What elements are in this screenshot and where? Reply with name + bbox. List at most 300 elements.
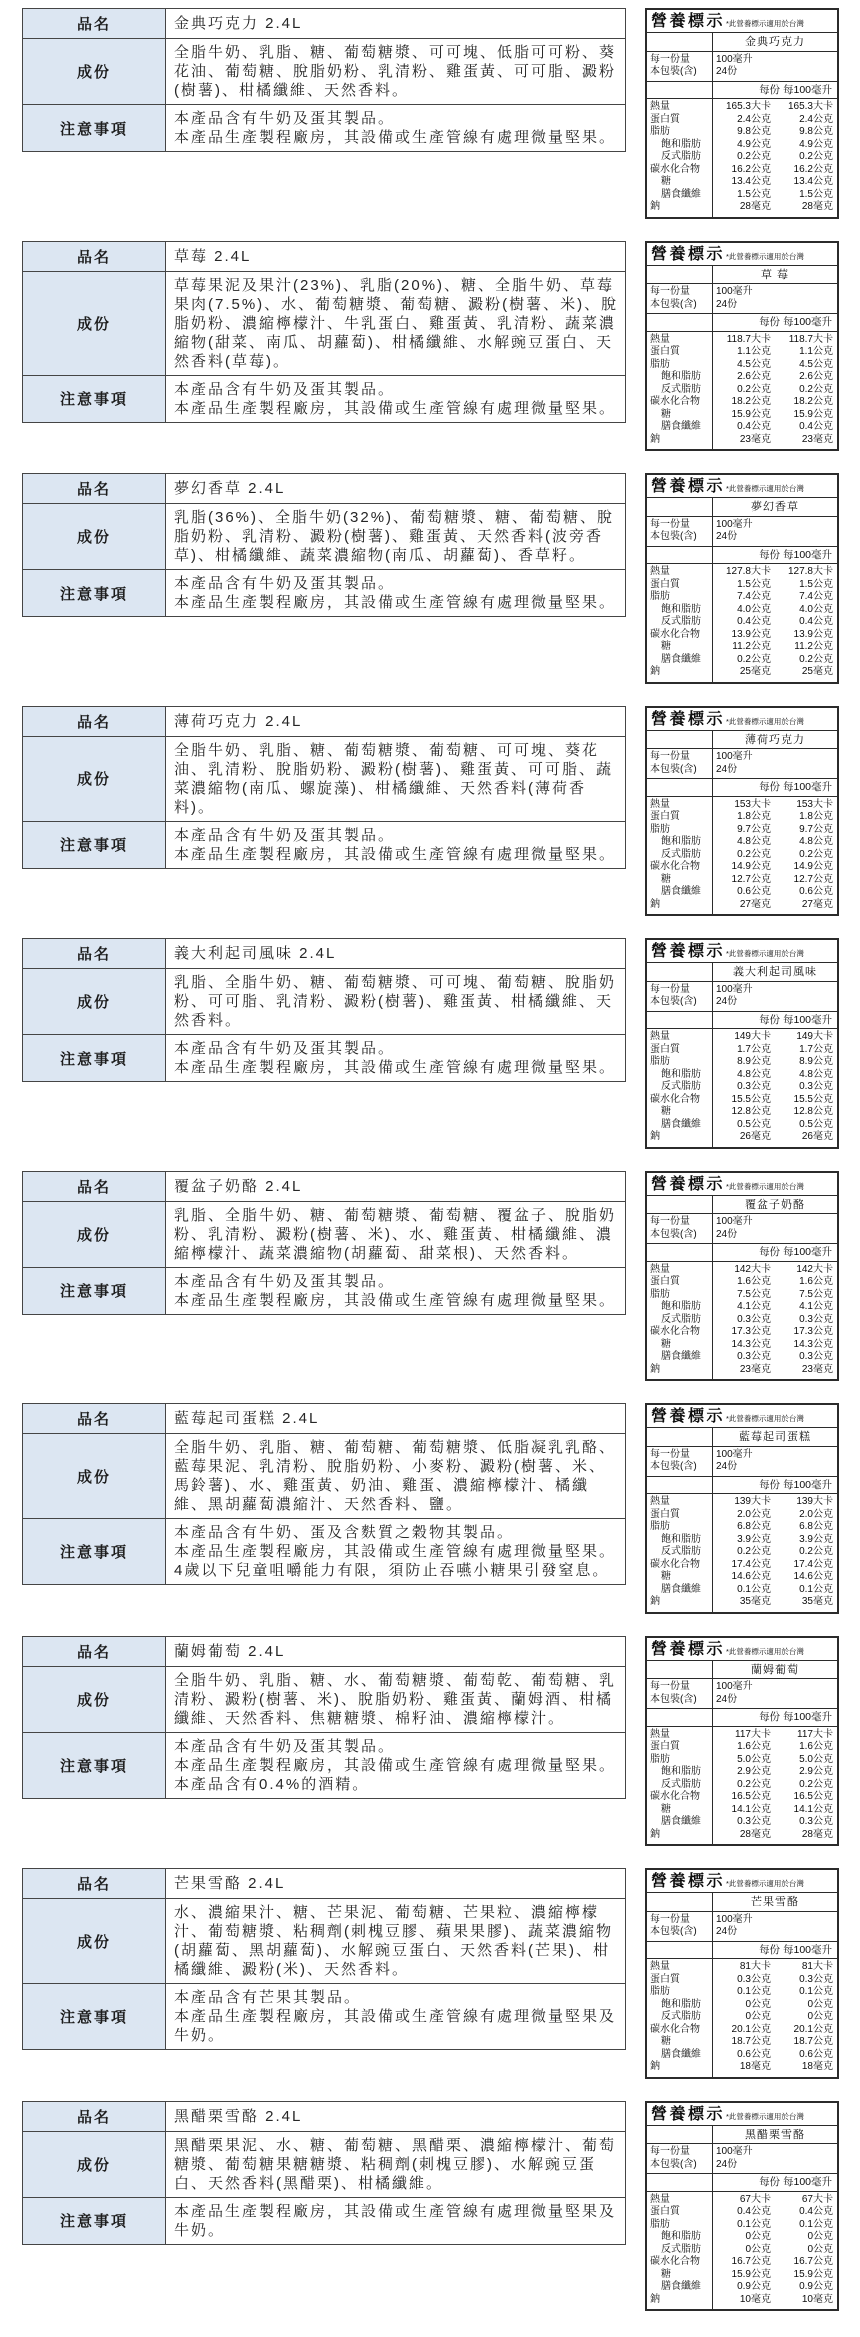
serving-size-value: 100毫升 xyxy=(716,1913,753,1925)
nutrient-name: 蛋白質 xyxy=(650,1973,680,1985)
per-100ml-column xyxy=(775,99,837,217)
nutrient-value: 4.9公克 xyxy=(799,138,833,150)
nutrient-value: 0.3公克 xyxy=(737,1351,771,1362)
nutrient-value: 7.4公克 xyxy=(737,591,771,602)
nutrient-value: 0.2公克 xyxy=(737,848,771,860)
columns-header: 每份 每100毫升 xyxy=(759,2176,832,2188)
nutrition-facts-label xyxy=(645,241,839,452)
nutrition-serving-row xyxy=(647,51,837,81)
nutrient-value: 2.0公克 xyxy=(737,1508,771,1520)
product-name-value: 義大利起司風味 2.4L xyxy=(166,939,626,969)
nutrition-product-row xyxy=(647,1660,837,1679)
nutrition-product-row xyxy=(647,730,837,749)
nutrient-name: 脂肪 xyxy=(650,358,670,370)
nutrient-value: 17.4公克 xyxy=(731,1558,771,1570)
nutrient-name: 飽和脂肪 xyxy=(661,2231,701,2242)
nutrition-title-row xyxy=(647,1870,837,1892)
product-name-row xyxy=(23,1404,626,1434)
product-name-label: 品名 xyxy=(23,1869,166,1899)
nutrient-name: 鈉 xyxy=(650,1828,660,1840)
nutrient-value: 1.1公克 xyxy=(799,346,833,357)
nutrient-value: 17.4公克 xyxy=(793,1558,833,1570)
ingredients-label: 成份 xyxy=(23,1666,166,1732)
ingredients-value: 水、濃縮果汁、糖、芒果泥、葡萄糖、芒果粒、濃縮檸檬汁、葡萄糖漿、粘稠劑(刺槐豆膠、蘋果果膠)、蔬菜濃縮物(胡蘿蔔、黑胡蘿蔔)、水解豌豆蛋白、天然香料(芒果)、柑橘纖維、澱粉(米)、天然香料。 xyxy=(166,1899,626,1984)
notes-value xyxy=(166,2197,626,2244)
nutrition-serving-row xyxy=(647,1911,837,1941)
nutrient-values-block xyxy=(647,796,837,915)
nutrient-value: 18毫克 xyxy=(739,2061,771,2072)
ingredients-label: 成份 xyxy=(23,271,166,375)
notes-row xyxy=(23,375,626,422)
serving-size-value: 100毫升 xyxy=(716,53,753,65)
ingredients-value: 乳脂(36%)、全脂牛奶(32%)、葡萄糖漿、糖、葡萄糖、脫脂奶粉、乳清粉、澱粉(樹薯)、雞蛋黃、天然香料(波旁香草)、柑橘纖維、蔬菜濃縮物(南瓜、胡蘿蔔)、香草籽。 xyxy=(166,504,626,570)
nutrition-product-row xyxy=(647,497,837,516)
nutrition-product-name: 薄荷巧克力 xyxy=(745,733,805,746)
package-count-label: 本包裝(含) xyxy=(650,2158,697,2170)
nutrient-value: 7.5公克 xyxy=(799,1288,833,1300)
product-name-row xyxy=(23,241,626,271)
nutrient-name: 反式脂肪 xyxy=(661,2011,701,2022)
serving-size-label: 每一份量 xyxy=(650,1681,690,1692)
nutrition-region-note: *此營養標示適用於台灣 xyxy=(726,949,804,958)
nutrient-name: 蛋白質 xyxy=(650,1741,680,1752)
nutrient-value: 2.4公克 xyxy=(799,113,833,125)
note-line: 本產品含有牛奶及蛋其製品。 xyxy=(174,1040,396,1057)
nutrition-facts-label xyxy=(645,1868,839,2079)
nutrient-value: 165.3大卡 xyxy=(725,101,771,112)
nutrient-value: 9.8公克 xyxy=(799,126,833,137)
nutrient-value: 16.7公克 xyxy=(793,2256,833,2267)
columns-header: 每份 每100毫升 xyxy=(759,781,832,793)
nutrient-name: 蛋白質 xyxy=(650,811,680,822)
nutrition-facts-label xyxy=(645,1403,839,1614)
nutrition-product-name: 金典巧克力 xyxy=(745,36,805,48)
nutrient-value: 1.8公克 xyxy=(737,811,771,822)
serving-size-label: 每一份量 xyxy=(650,53,690,65)
nutrition-facts-label xyxy=(645,706,839,917)
nutrient-value: 1.1公克 xyxy=(737,346,771,357)
ingredients-label: 成份 xyxy=(23,504,166,570)
nutrient-names-column xyxy=(647,1029,713,1147)
nutrient-value: 4.8公克 xyxy=(799,1068,833,1080)
ingredients-row xyxy=(23,736,626,821)
product-info-table xyxy=(22,1868,626,2050)
nutrient-value: 0.4公克 xyxy=(737,2206,771,2217)
nutrition-columns-header-row xyxy=(647,1476,837,1494)
nutrition-product-row-spacer xyxy=(647,1196,713,1214)
notes-label: 注意事項 xyxy=(23,105,166,152)
nutrient-value: 4.0公克 xyxy=(737,603,771,615)
serving-size-label: 每一份量 xyxy=(650,2146,690,2157)
nutrient-value: 0.2公克 xyxy=(799,1778,833,1790)
nutrient-value: 81大卡 xyxy=(801,1961,833,1972)
nutrient-value: 0.2公克 xyxy=(799,383,833,395)
nutrient-name: 糖 xyxy=(661,2036,671,2047)
note-line: 4歲以下兒童咀嚼能力有限，須防止吞嚥小糖果引發窒息。 xyxy=(174,1562,610,1579)
nutrient-value: 67大卡 xyxy=(801,2193,833,2205)
package-count-value: 24份 xyxy=(716,996,738,1007)
nutrition-serving-row xyxy=(647,748,837,778)
nutrient-value: 15.9公克 xyxy=(731,408,771,420)
package-count-value: 24份 xyxy=(716,1228,738,1240)
nutrient-name: 反式脂肪 xyxy=(661,383,701,395)
product-name-row xyxy=(23,1636,626,1666)
columns-header-spacer xyxy=(647,1477,713,1494)
nutrient-name: 反式脂肪 xyxy=(661,2243,701,2255)
nutrient-value: 8.9公克 xyxy=(737,1056,771,1067)
nutrition-title-row xyxy=(647,243,837,265)
serving-values-cell xyxy=(713,749,837,778)
product-name-value: 芒果雪酪 2.4L xyxy=(166,1869,626,1899)
nutrient-name: 碳水化合物 xyxy=(650,1791,700,1802)
nutrient-value: 27毫克 xyxy=(739,898,771,910)
product-info-table xyxy=(22,1403,626,1585)
nutrient-value: 15.9公克 xyxy=(731,2268,771,2280)
serving-values-cell xyxy=(713,1214,837,1243)
nutrient-name: 糖 xyxy=(661,1571,671,1582)
serving-size-label: 每一份量 xyxy=(650,286,690,297)
per-serving-column xyxy=(713,797,775,915)
nutrient-value: 10毫克 xyxy=(739,2293,771,2305)
nutrient-value: 1.6公克 xyxy=(799,1741,833,1752)
serving-labels-cell xyxy=(647,1679,713,1708)
columns-header: 每份 每100毫升 xyxy=(759,548,832,561)
note-line: 本產品含有牛奶、蛋及含麩質之穀物其製品。 xyxy=(174,1524,515,1541)
nutrition-columns-header-row xyxy=(647,546,837,564)
note-line: 本產品生產製程廠房，其設備或生產管線有處理微量堅果及牛奶。 xyxy=(174,2202,617,2239)
nutrient-name: 糖 xyxy=(661,176,671,187)
nutrient-name: 熱量 xyxy=(650,1263,670,1275)
nutrition-columns-header-row xyxy=(647,2173,837,2191)
serving-size-value: 100毫升 xyxy=(716,1681,753,1692)
per-100ml-column xyxy=(775,1727,837,1845)
note-line: 本產品含有芒果其製品。 xyxy=(174,1989,362,2006)
nutrient-name: 脂肪 xyxy=(650,2218,670,2230)
nutrient-name: 脂肪 xyxy=(650,1288,670,1300)
notes-value xyxy=(166,821,626,868)
nutrient-name: 飽和脂肪 xyxy=(661,1533,701,1545)
nutrient-name: 飽和脂肪 xyxy=(661,1068,701,1080)
nutrient-name: 脂肪 xyxy=(650,1056,670,1067)
note-line: 本產品生產製程廠房，其設備或生產管線有處理微量堅果。 xyxy=(174,845,617,863)
nutrient-value: 0.9公克 xyxy=(737,2281,771,2292)
serving-labels-cell xyxy=(647,1447,713,1476)
note-line: 本產品生產製程廠房，其設備或生產管線有處理微量堅果。 xyxy=(174,1756,617,1774)
nutrient-value: 4.9公克 xyxy=(737,138,771,150)
nutrient-value: 0.1公克 xyxy=(737,1583,771,1595)
nutrient-value: 0.6公克 xyxy=(799,2048,833,2060)
per-100ml-column xyxy=(775,1494,837,1612)
nutrition-title: 營養標示 xyxy=(651,1408,726,1425)
per-serving-column xyxy=(713,2192,775,2310)
nutrition-title-row xyxy=(647,475,837,497)
nutrition-title: 營養標示 xyxy=(651,710,726,728)
columns-header-spacer xyxy=(647,1244,713,1261)
nutrient-name: 熱量 xyxy=(650,1961,670,1972)
nutrient-value: 1.8公克 xyxy=(799,811,833,822)
nutrient-value: 8.9公克 xyxy=(799,1056,833,1067)
nutrient-value: 0.3公克 xyxy=(799,1313,833,1325)
nutrient-name: 鈉 xyxy=(650,898,660,910)
nutrition-region-note: *此營養標示適用於台灣 xyxy=(726,251,804,261)
serving-size-value: 100毫升 xyxy=(716,518,753,530)
notes-label: 注意事項 xyxy=(23,570,166,617)
nutrition-facts-label xyxy=(645,473,839,684)
package-count-value: 24份 xyxy=(716,66,738,77)
nutrition-product-name: 藍莓起司蛋糕 xyxy=(739,1431,811,1443)
note-line: 本產品含有0.4%的酒精。 xyxy=(174,1775,370,1793)
nutrient-value: 0.3公克 xyxy=(799,1973,833,1985)
serving-size-value: 100毫升 xyxy=(716,1216,753,1227)
per-serving-column xyxy=(713,332,775,450)
nutrient-value: 16.7公克 xyxy=(731,2256,771,2267)
per-100ml-column xyxy=(775,1959,837,2077)
nutrient-value: 0.1公克 xyxy=(799,2218,833,2230)
nutrient-name: 糖 xyxy=(661,1338,671,1350)
nutrient-value: 4.1公克 xyxy=(799,1301,833,1312)
nutrient-value: 4.5公克 xyxy=(737,358,771,370)
nutrient-value: 23毫克 xyxy=(801,1363,833,1375)
package-count-label: 本包裝(含) xyxy=(650,1228,697,1240)
nutrient-value: 26毫克 xyxy=(739,1131,771,1142)
nutrition-product-name: 蘭姆葡萄 xyxy=(751,1663,799,1676)
package-count-value: 24份 xyxy=(716,1693,738,1705)
nutrient-value: 11.2公克 xyxy=(732,641,771,652)
nutrient-value: 25毫克 xyxy=(801,666,833,677)
nutrient-value: 15.5公克 xyxy=(731,1093,771,1105)
nutrient-value: 10毫克 xyxy=(801,2293,833,2305)
nutrient-values-block xyxy=(647,1958,837,2077)
notes-value xyxy=(166,375,626,422)
serving-values-cell xyxy=(713,1447,837,1476)
nutrient-names-column xyxy=(647,332,713,450)
ingredients-value: 黑醋栗果泥、水、糖、葡萄糖、黑醋栗、濃縮檸檬汁、葡萄糖漿、葡萄糖果糖糖漿、粘稠劑(刺槐豆膠)、水解豌豆蛋白、天然香料(黑醋栗)、柑橘纖維。 xyxy=(166,2131,626,2197)
product-info-table xyxy=(22,938,626,1082)
nutrition-title-row xyxy=(647,2103,837,2125)
notes-row xyxy=(23,2197,626,2244)
nutrient-names-column xyxy=(647,2192,713,2310)
note-line: 本產品含有牛奶及蛋其製品。 xyxy=(174,380,396,398)
product-section xyxy=(22,1868,860,2079)
nutrient-value: 0.3公克 xyxy=(799,1351,833,1362)
nutrient-value: 15.5公克 xyxy=(793,1093,833,1105)
columns-header: 每份 每100毫升 xyxy=(759,1013,832,1026)
nutrient-name: 膳食纖維 xyxy=(661,886,701,897)
notes-row xyxy=(23,570,626,617)
nutrient-value: 5.0公克 xyxy=(737,1753,771,1765)
product-name-row xyxy=(23,939,626,969)
nutrition-title-row xyxy=(647,1173,837,1195)
nutrient-value: 0.3公克 xyxy=(737,1313,771,1325)
nutrition-product-name: 草 莓 xyxy=(760,268,790,281)
notes-label: 注意事項 xyxy=(23,1732,166,1798)
nutrient-value: 4.8公克 xyxy=(799,836,833,847)
nutrient-name: 碳水化合物 xyxy=(650,163,700,175)
nutrient-value: 0公克 xyxy=(807,2011,833,2022)
ingredients-value: 全脂牛奶、乳脂、糖、葡萄糖、葡萄糖漿、低脂凝乳乳酪、藍莓果泥、乳清粉、脫脂奶粉、小麥粉、澱粉(樹薯、米、馬鈴薯)、水、雞蛋黃、奶油、雞蛋、濃縮檸檬汁、橘纖維、黑胡蘿蔔濃縮汁、天然香料、鹽。 xyxy=(166,1434,626,1519)
product-name-label: 品名 xyxy=(23,2101,166,2131)
nutrition-title-row xyxy=(647,10,837,32)
serving-values-cell xyxy=(713,284,837,313)
nutrition-product-name: 黑醋栗雪酪 xyxy=(745,2128,805,2141)
notes-row xyxy=(23,1267,626,1314)
nutrient-name: 熱量 xyxy=(650,2193,670,2205)
columns-header-spacer xyxy=(647,1942,713,1959)
nutrient-name: 鈉 xyxy=(650,201,660,212)
nutrient-value: 14.6公克 xyxy=(731,1571,771,1582)
nutrient-values-block xyxy=(647,98,837,217)
nutrient-value: 0.2公克 xyxy=(799,653,833,665)
columns-header: 每份 每100毫升 xyxy=(759,1943,832,1956)
nutrient-values-block xyxy=(647,1493,837,1612)
product-name-value: 夢幻香草 2.4L xyxy=(166,474,626,504)
nutrient-names-column xyxy=(647,1727,713,1845)
nutrition-columns-header-row xyxy=(647,1941,837,1959)
nutrient-value: 153大卡 xyxy=(796,798,833,810)
per-serving-column xyxy=(713,1029,775,1147)
notes-label: 注意事項 xyxy=(23,1267,166,1314)
nutrient-name: 碳水化合物 xyxy=(650,1326,700,1337)
note-line: 本產品含有牛奶及蛋其製品。 xyxy=(174,110,396,127)
serving-labels-cell xyxy=(647,982,713,1011)
serving-size-value: 100毫升 xyxy=(716,2146,753,2157)
nutrition-product-name: 義大利起司風味 xyxy=(733,966,817,978)
nutrient-name: 鈉 xyxy=(650,1131,660,1142)
notes-row xyxy=(23,1732,626,1798)
product-section xyxy=(22,938,860,1149)
ingredients-label: 成份 xyxy=(23,969,166,1035)
ingredients-row xyxy=(23,1666,626,1732)
ingredients-label: 成份 xyxy=(23,1434,166,1519)
nutrient-value: 0.5公克 xyxy=(799,1118,833,1130)
nutrition-region-note: *此營養標示適用於台灣 xyxy=(726,1646,804,1656)
nutrition-columns-header-row xyxy=(647,1708,837,1726)
nutrient-name: 糖 xyxy=(661,2268,671,2280)
nutrient-name: 膳食纖維 xyxy=(661,1118,701,1130)
nutrient-name: 蛋白質 xyxy=(650,113,680,125)
serving-size-label: 每一份量 xyxy=(650,1448,690,1460)
ingredients-row xyxy=(23,1899,626,1984)
nutrient-name: 蛋白質 xyxy=(650,578,680,590)
serving-labels-cell xyxy=(647,749,713,778)
notes-value xyxy=(166,570,626,617)
ingredients-label: 成份 xyxy=(23,39,166,105)
nutrient-value: 9.8公克 xyxy=(737,126,771,137)
nutrition-facts-label xyxy=(645,1171,839,1382)
per-100ml-column xyxy=(775,2192,837,2310)
nutrient-value: 0公克 xyxy=(745,2231,771,2242)
columns-header-spacer xyxy=(647,82,713,99)
nutrition-columns-header-row xyxy=(647,313,837,331)
nutrient-value: 0.4公克 xyxy=(737,616,771,627)
nutrient-name: 脂肪 xyxy=(650,1986,670,1997)
nutrient-values-block xyxy=(647,563,837,682)
nutrient-value: 6.8公克 xyxy=(737,1521,771,1532)
nutrient-names-column xyxy=(647,797,713,915)
nutrition-region-note: *此營養標示適用於台灣 xyxy=(726,1879,804,1888)
package-count-value: 24份 xyxy=(716,298,738,310)
package-count-label: 本包裝(含) xyxy=(650,66,697,77)
nutrient-value: 14.3公克 xyxy=(731,1338,771,1350)
nutrient-value: 23毫克 xyxy=(739,1363,771,1375)
per-serving-column xyxy=(713,1262,775,1380)
nutrient-value: 13.4公克 xyxy=(731,176,771,187)
notes-value xyxy=(166,1732,626,1798)
product-name-label: 品名 xyxy=(23,706,166,736)
product-section xyxy=(22,1171,860,1382)
nutrient-value: 1.5公克 xyxy=(799,188,833,200)
package-count-label: 本包裝(含) xyxy=(650,996,697,1007)
nutrient-name: 脂肪 xyxy=(650,1753,670,1765)
package-count-value: 24份 xyxy=(716,1461,738,1472)
nutrient-value: 20.1公克 xyxy=(731,2023,771,2035)
package-count-value: 24份 xyxy=(716,531,738,542)
nutrient-name: 蛋白質 xyxy=(650,1276,680,1287)
nutrient-value: 14.1公克 xyxy=(793,1803,833,1815)
nutrition-serving-row xyxy=(647,981,837,1011)
nutrition-title: 營養標示 xyxy=(651,943,726,960)
nutrient-name: 鈉 xyxy=(650,1596,660,1607)
nutrient-value: 1.7公克 xyxy=(799,1043,833,1055)
nutrient-name: 碳水化合物 xyxy=(650,861,700,872)
notes-row xyxy=(23,1519,626,1585)
nutrient-name: 糖 xyxy=(661,1106,671,1117)
nutrient-name: 蛋白質 xyxy=(650,346,680,357)
nutrition-product-row xyxy=(647,1195,837,1214)
nutrient-value: 0.2公克 xyxy=(799,1546,833,1557)
nutrition-product-row-spacer xyxy=(647,1661,713,1679)
product-name-row xyxy=(23,1869,626,1899)
notes-value xyxy=(166,1519,626,1585)
nutrient-name: 碳水化合物 xyxy=(650,396,700,407)
nutrient-name: 膳食纖維 xyxy=(661,1816,701,1827)
nutrient-value: 0.2公克 xyxy=(737,1546,771,1557)
nutrient-values-block xyxy=(647,1028,837,1147)
nutrition-title: 營養標示 xyxy=(651,13,726,30)
nutrient-value: 0.6公克 xyxy=(799,886,833,897)
notes-row xyxy=(23,1035,626,1082)
ingredients-row xyxy=(23,2131,626,2197)
nutrition-product-row xyxy=(647,1892,837,1911)
nutrient-value: 1.5公克 xyxy=(799,578,833,590)
nutrient-value: 117大卡 xyxy=(735,1728,771,1740)
package-count-label: 本包裝(含) xyxy=(650,1926,697,1937)
nutrient-names-column xyxy=(647,564,713,682)
notes-label: 注意事項 xyxy=(23,1035,166,1082)
nutrient-name: 鈉 xyxy=(650,1363,660,1375)
ingredients-label: 成份 xyxy=(23,736,166,821)
nutrient-value: 0.1公克 xyxy=(737,2218,771,2230)
nutrition-title: 營養標示 xyxy=(651,1175,726,1193)
nutrient-value: 0.3公克 xyxy=(737,1973,771,1985)
product-name-label: 品名 xyxy=(23,939,166,969)
product-section xyxy=(22,1403,860,1614)
nutrient-value: 14.1公克 xyxy=(731,1803,771,1815)
note-line: 本產品含有牛奶及蛋其製品。 xyxy=(174,575,396,592)
product-info-table xyxy=(22,1636,626,1799)
nutrient-value: 127.8大卡 xyxy=(787,566,833,577)
nutrient-value: 9.7公克 xyxy=(799,823,833,835)
nutrition-region-note: *此營養標示適用於台灣 xyxy=(726,2111,804,2121)
nutrient-values-block xyxy=(647,1261,837,1380)
nutrient-name: 反式脂肪 xyxy=(661,848,701,860)
nutrient-value: 118.7大卡 xyxy=(726,333,771,345)
nutrient-value: 1.7公克 xyxy=(737,1043,771,1055)
nutrient-value: 0.4公克 xyxy=(799,616,833,627)
nutrition-product-row xyxy=(647,962,837,981)
nutrient-value: 17.3公克 xyxy=(731,1326,771,1337)
nutrient-value: 7.4公克 xyxy=(799,591,833,602)
